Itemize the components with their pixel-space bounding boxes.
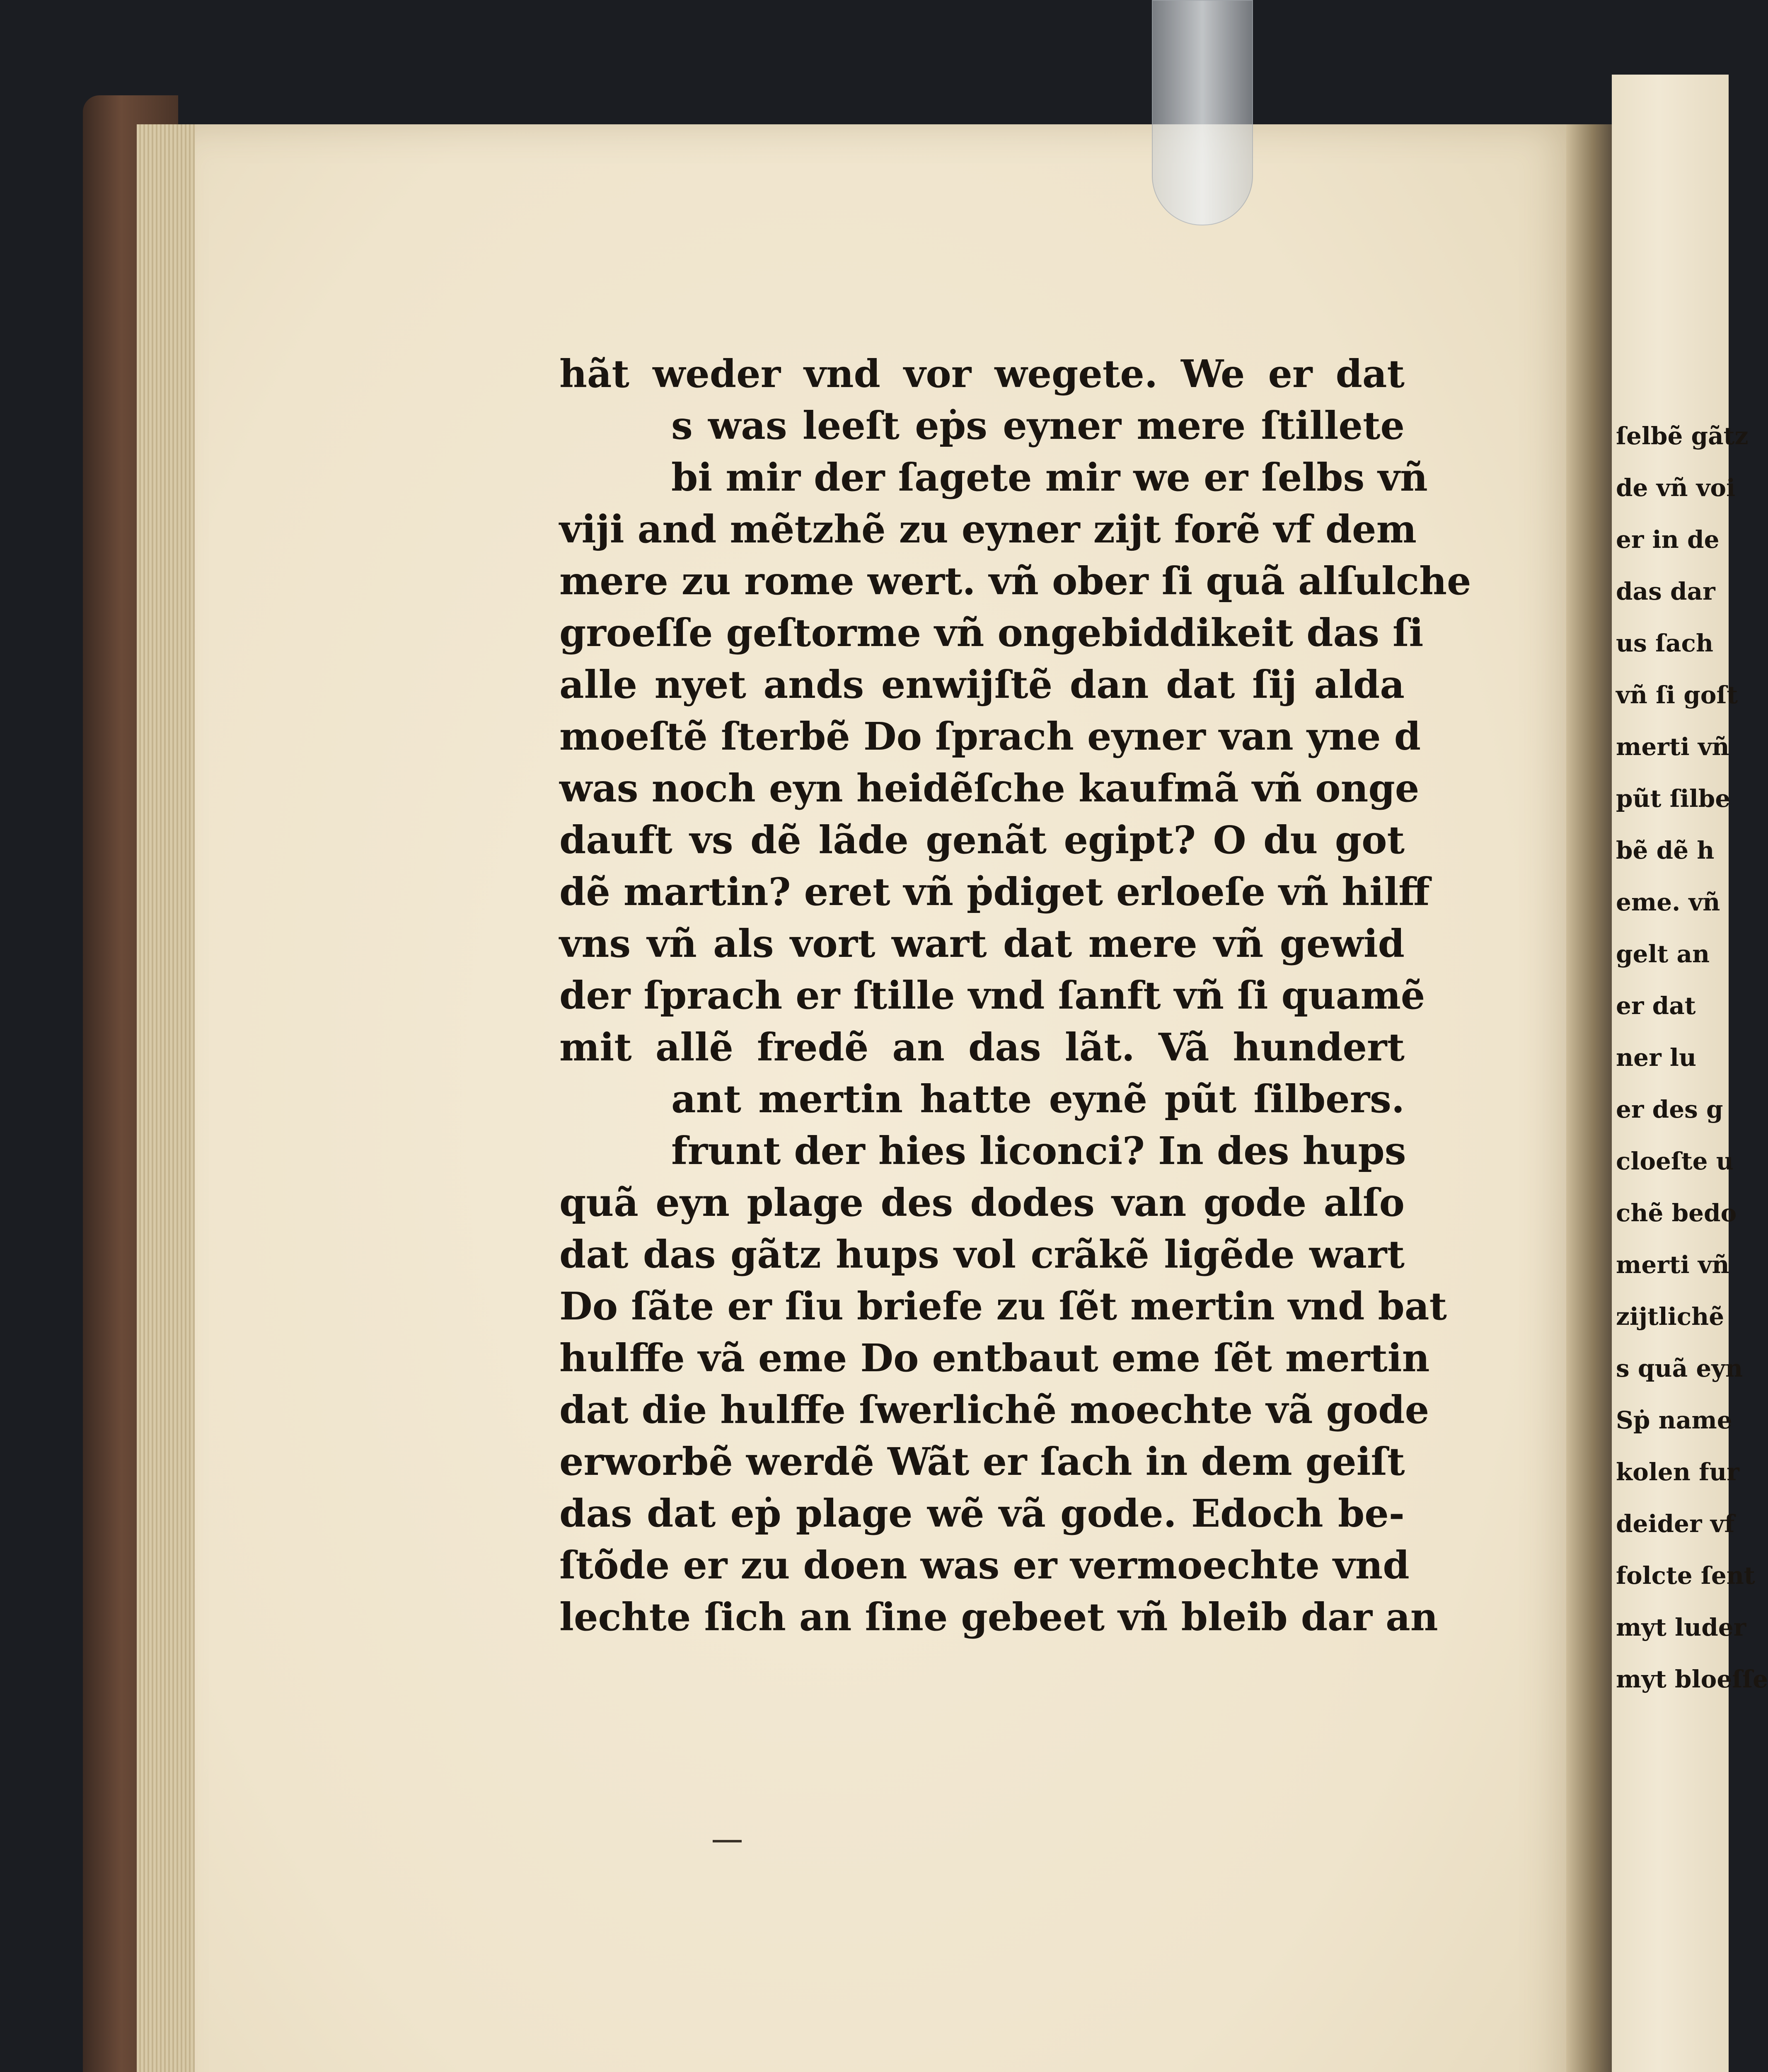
text-line: ſtõde er zu doen was er vermoechte vnd: [559, 1543, 1410, 1588]
text-line: was noch eyn heidẽſche kaufmã vñ onge: [559, 766, 1420, 811]
top-page-clip: [1152, 0, 1253, 225]
text-line: dat die hulffe ſwerlichẽ moechte vã gode: [559, 1387, 1429, 1432]
facing-page-line: pũt ſilbe: [1616, 784, 1731, 813]
text-line: moeſtẽ ſterbẽ Do ſprach eyner van yne d: [559, 714, 1421, 759]
page-stack-edges: [137, 124, 203, 2072]
text-line: erworbẽ werdẽ Wãt er ſach in dem geiſt: [559, 1439, 1405, 1484]
page-mark: [713, 1840, 742, 1842]
text-line: dat das gãtz hups vol crãkẽ ligẽde wart: [559, 1232, 1405, 1277]
facing-page-line: er des g: [1616, 1095, 1723, 1123]
text-line: der ſprach er ſtille vnd ſanft vñ ſi quamẽ: [559, 973, 1425, 1018]
text-line: alle nyet ands enwijſtẽ dan dat ſij alda: [559, 662, 1405, 707]
facing-page-line: s quã eyn: [1616, 1354, 1743, 1382]
text-line: lechte ſich an ſine gebeet vñ bleib dar an: [559, 1595, 1438, 1639]
text-line: das dat eṗ plage wẽ vã gode. Edoch be-: [559, 1491, 1405, 1536]
text-line: hãt weder vnd vor wegete. We er dat: [559, 351, 1405, 396]
facing-page-line: us ſach: [1616, 629, 1714, 657]
facing-page-line: das dar: [1616, 577, 1715, 605]
facing-page-line: zijtlichẽ: [1616, 1302, 1724, 1331]
facing-page-line: folcte ſent: [1616, 1561, 1755, 1590]
text-line: s was leeſt eṗs eyner mere ſtillete: [671, 403, 1405, 448]
text-line: groeſſe geſtorme vñ ongebiddikeit das ſi: [559, 610, 1424, 655]
text-line: ant mertin hatte eynẽ pũt ſilbers.: [671, 1077, 1405, 1121]
facing-page-line: eme. vñ: [1616, 888, 1720, 916]
text-line: Do ſãte er ſiu briefe zu ſẽt mertin vnd bat: [559, 1284, 1447, 1329]
facing-page-line: gelt an: [1616, 940, 1710, 968]
text-line: viji and mẽtzhẽ zu eyner zijt forẽ vf dem: [559, 507, 1417, 552]
text-line: dauft vs dẽ lãde genãt egipt? O du got: [559, 818, 1405, 862]
text-line: frunt der hies liconci? In des hups: [671, 1128, 1406, 1173]
facing-page-line: de vñ voi: [1616, 474, 1736, 502]
text-line: bi mir der ſagete mir we er ſelbs vñ: [671, 455, 1428, 500]
facing-page-line: kolen fur: [1616, 1458, 1739, 1486]
facing-page-line: er dat: [1616, 992, 1696, 1020]
facing-page-line: myt luder: [1616, 1613, 1746, 1641]
facing-page-line: cloeſte u: [1616, 1147, 1734, 1175]
facing-page-line: merti vñ: [1616, 1251, 1729, 1279]
facing-page-line: chẽ bedo: [1616, 1199, 1737, 1227]
text-line: mere zu rome wert. vñ ober ſi quã alſulche: [559, 559, 1471, 603]
facing-page-line: deider vf: [1616, 1510, 1735, 1538]
text-line: hulffe vã eme Do entbaut eme ſẽt mertin: [559, 1336, 1430, 1380]
facing-page-line: er in de: [1616, 525, 1720, 554]
facing-page-line: myt bloeſſe: [1616, 1665, 1768, 1693]
text-line: dẽ martin? eret vñ ṗdiget erloeſe vñ hilff: [559, 869, 1430, 914]
main-text-block: [559, 348, 1471, 1643]
facing-page-line: ner lu: [1616, 1043, 1697, 1072]
facing-page-line: Sṗ name: [1616, 1406, 1732, 1434]
text-line: quã eyn plage des dodes van gode alſo: [559, 1180, 1405, 1225]
facing-page-text: [1616, 410, 1768, 1705]
facing-page-line: vñ ſi goſt: [1616, 681, 1738, 709]
facing-page: [1612, 75, 1768, 2072]
facing-page-line: merti vñ: [1616, 733, 1729, 761]
text-line: mit allẽ fredẽ an das lãt. Vã hundert: [559, 1025, 1405, 1070]
facing-page-line: ſelbẽ gãtz: [1616, 422, 1749, 450]
book-gutter: [1566, 124, 1612, 2072]
text-line: vns vñ als vort wart dat mere vñ gewid: [559, 921, 1405, 966]
facing-page-line: bẽ dẽ h: [1616, 836, 1715, 864]
